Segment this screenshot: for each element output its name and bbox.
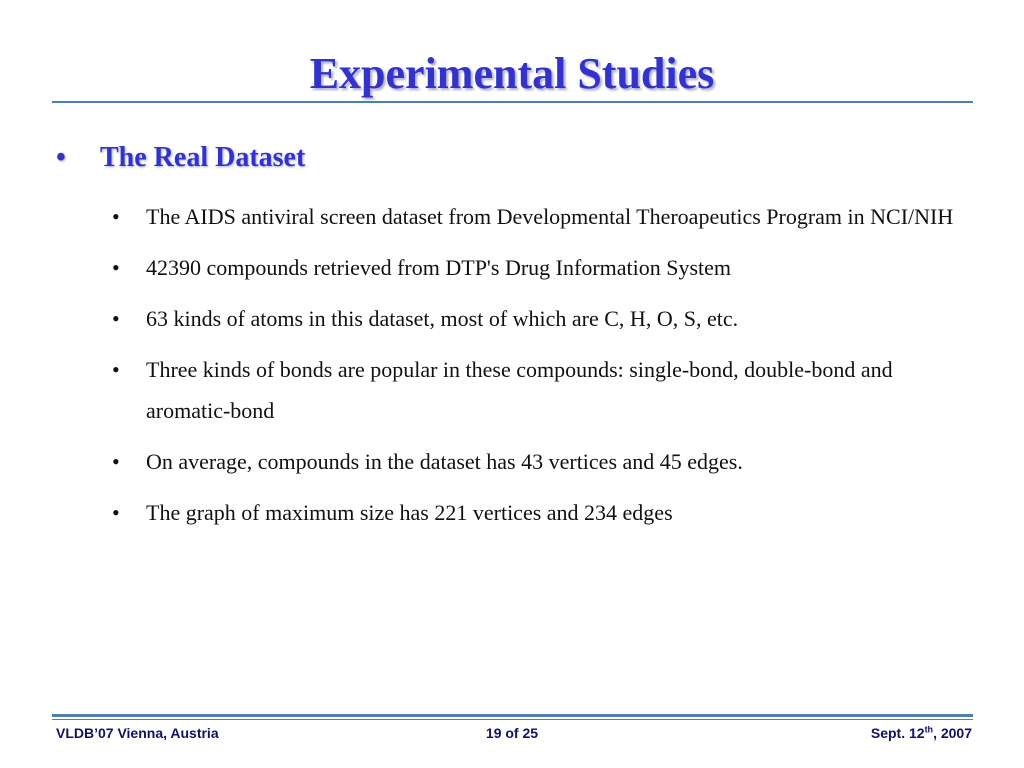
list-bullet: • xyxy=(112,255,120,280)
list-bullet: • xyxy=(112,357,120,382)
list-item-text: On average, compounds in the dataset has 43 vertices and 45 edges. xyxy=(146,449,743,474)
footer-venue: VLDB’07 Vienna, Austria xyxy=(56,725,219,741)
list-item xyxy=(112,298,972,339)
list-bullet: • xyxy=(112,306,120,331)
list-item-text: Three kinds of bonds are popular in these compounds: single-bond, double-bond and aromatic-bond xyxy=(146,357,893,423)
list-item-text: The AIDS antiviral screen dataset from Developmental Theroapeutics Program in NCI/NIH xyxy=(146,204,954,229)
list-item xyxy=(112,349,972,431)
footer-divider-thin xyxy=(52,719,973,720)
section-bullet: • xyxy=(56,142,66,173)
list-item xyxy=(112,247,972,288)
footer-date-prefix: Sept. 12 xyxy=(870,725,925,741)
footer-date xyxy=(871,724,972,742)
list-item-text: 42390 compounds retrieved from DTP's Drug Information System xyxy=(146,255,732,280)
list-item xyxy=(112,441,972,482)
list-bullet: • xyxy=(112,449,120,474)
list-bullet: • xyxy=(112,204,120,229)
footer-divider-thick xyxy=(52,714,973,717)
footer-date-suffix: , 2007 xyxy=(933,725,972,741)
section-heading xyxy=(56,138,305,178)
footer-date-sup: th xyxy=(924,724,934,735)
list-item xyxy=(112,196,972,237)
dataset-bullet-list xyxy=(112,196,972,543)
list-item xyxy=(112,492,972,533)
slide-title: Experimental Studies xyxy=(309,49,715,98)
section-heading-text: The Real Dataset xyxy=(100,142,306,173)
title-divider xyxy=(52,101,973,103)
footer-page-number: 19 of 25 xyxy=(485,725,539,741)
list-item-text: The graph of maximum size has 221 vertices and 234 edges xyxy=(146,500,673,525)
list-item-text: 63 kinds of atoms in this dataset, most of which are C, H, O, S, etc. xyxy=(146,306,739,331)
list-bullet: • xyxy=(112,500,120,525)
